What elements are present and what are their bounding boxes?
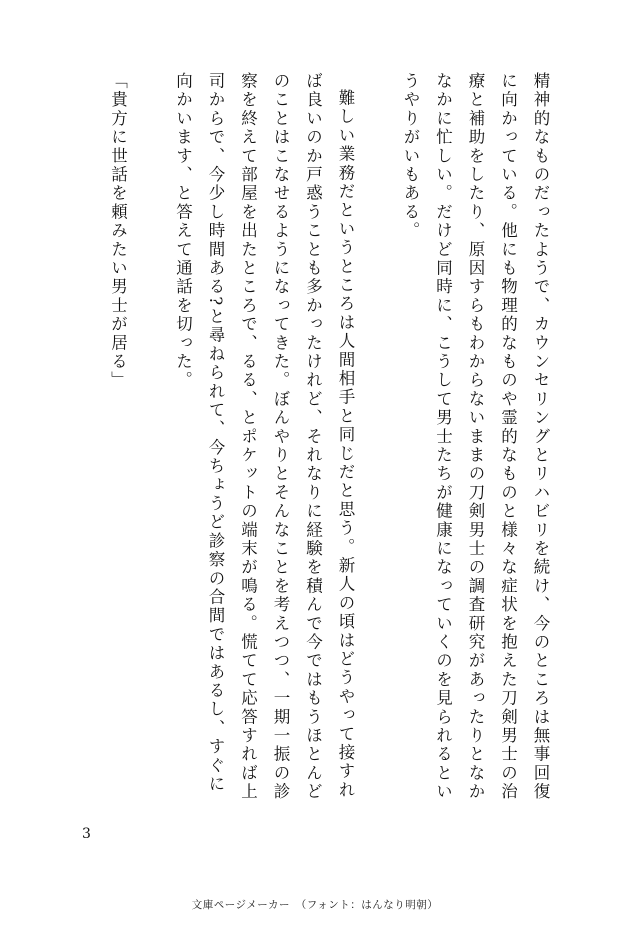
paragraph-2: 難しい業務だというところは人間相手と同じだと思う。新人の頃はどうやって接すれば良いのか戸惑うことも多かったけれど、それなりに経験を積んで今ではもうほとんどのことはこなせるようになってきた。ぼんやりとそんなことを考えつつ、一期一振の診察を終えて部屋を出たところで、るる、とポケットの端末が鳴る。慌てて応答すれば上司からで、今少し時間ある?と尋ねられて、今ちょうど診察の合間ではあるし、すぐに向かいます、と答えて通話を切った。 [173, 72, 355, 802]
paragraph-1: 精神的なものだったようで、カウンセリングとリハビリを続け、今のところは無事回復に向かっている。他にも物理的なものや霊的なものと様々な症状を抱えた刀剣男士の治療と補助をしたり、原因すらもわからないままの刀剣男士の調査研究があったりとなかなかに忙しい。だけど同時に、こうして男士たちが健康になっていくのを見られるというやりがいもある。 [401, 72, 550, 802]
paragraph-3: 「貴方に世話を頼みたい男士が居る」 [108, 72, 128, 390]
vertical-body-text [101, 72, 556, 812]
footer-credit: 文庫ページメーカー （フォント：はんなり明朝） [191, 899, 439, 911]
page-number: 3 [82, 826, 91, 842]
